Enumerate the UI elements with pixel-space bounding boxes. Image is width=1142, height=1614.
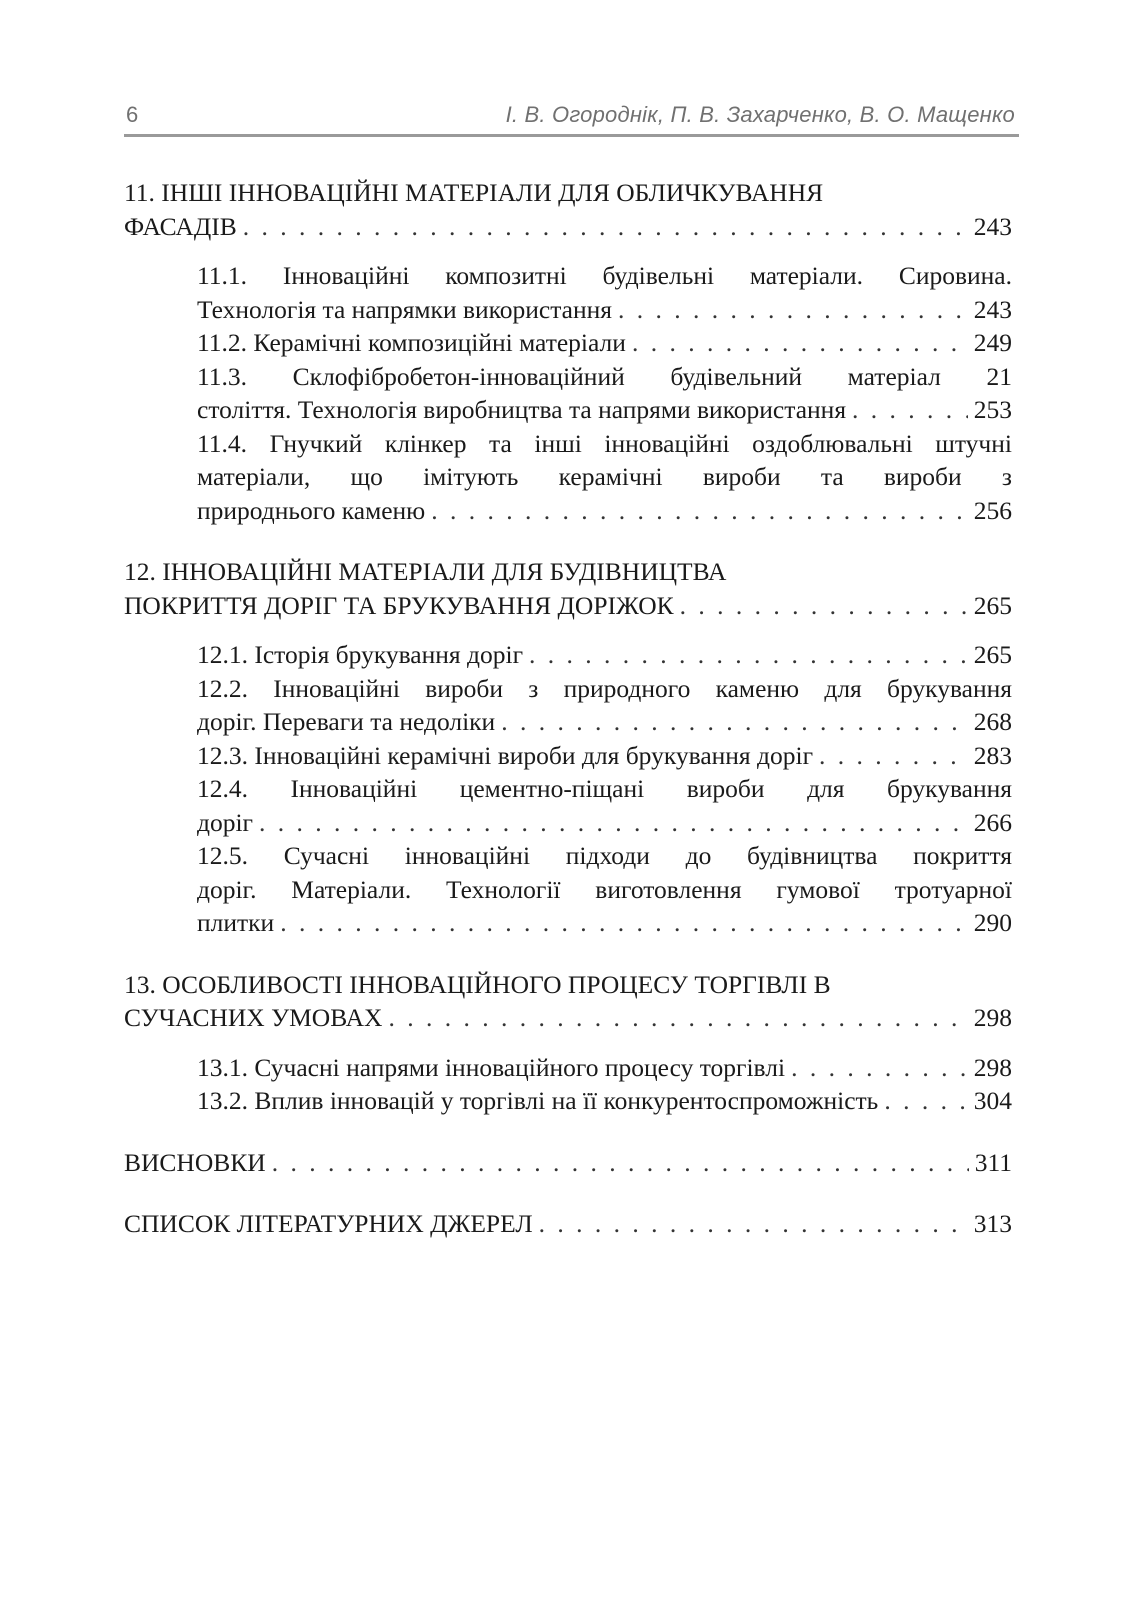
page-number: 6 (126, 102, 139, 127)
dot-leader (539, 1207, 968, 1241)
toc-section[interactable] (124, 1207, 1012, 1241)
toc-subsection[interactable] (197, 1084, 1012, 1118)
toc-section[interactable] (124, 968, 1012, 1035)
toc-page-number: 313 (973, 1209, 1012, 1238)
toc-page-number: 266 (973, 807, 1012, 837)
toc-page-number: 298 (973, 1003, 1012, 1032)
toc-title: ВИСНОВКИ (124, 1147, 266, 1177)
toc-line: 11.1. Інноваційні композитні будівельні матеріали. Сировина. (197, 261, 1012, 290)
dot-leader (388, 1001, 967, 1035)
toc-line: 11.3. Склофібробетон-інноваційний будівельний матеріал 21 (197, 361, 1012, 391)
toc-subsection[interactable] (197, 638, 1012, 672)
dot-leader (884, 1084, 967, 1118)
toc-line: доріг. Матеріали. Технології виготовлення гумової тротуарної (197, 874, 1012, 904)
toc-subsection[interactable] (197, 772, 1012, 839)
toc-line: матеріали, що імітують керамічні вироби та вироби з (197, 462, 1012, 491)
toc-title: ФАСАДІВ (124, 211, 237, 241)
dot-leader (618, 293, 968, 327)
toc-title: століття. Технологія виробництва та напрями використання (197, 395, 847, 424)
toc-title: 12.3. Інноваційні керамічні вироби для брукування доріг (197, 740, 814, 770)
toc-line: 12.2. Інноваційні вироби з природного каменю для брукування (197, 673, 1012, 703)
dot-leader (272, 1146, 969, 1180)
toc-title: природнього каменю (197, 495, 426, 525)
toc-title: плитки (197, 908, 275, 937)
toc-page-number: 283 (973, 740, 1012, 770)
toc-section[interactable] (124, 176, 1012, 243)
toc-title: 13.1. Сучасні напрями інноваційного процесу торгівлі (197, 1052, 786, 1082)
toc-subsection[interactable] (197, 360, 1012, 427)
toc-page-number: 243 (973, 211, 1012, 241)
dot-leader (632, 326, 968, 360)
dot-leader (852, 393, 968, 427)
toc-page-number: 265 (973, 640, 1012, 669)
running-header (124, 94, 1019, 137)
toc-line: 11.4. Гнучкий клінкер та інші інноваційні оздоблювальні штучні (197, 428, 1012, 458)
toc-title: Технологія та напрямки використання (197, 294, 613, 324)
toc-subsection[interactable] (197, 739, 1012, 773)
toc-subsection[interactable] (197, 1051, 1012, 1085)
toc-title: 11.2. Керамічні композиційні матеріали (197, 328, 626, 357)
dot-leader (431, 494, 968, 528)
toc-page-number: 298 (973, 1052, 1012, 1082)
toc-page-number: 268 (973, 707, 1012, 736)
toc-subsection[interactable] (197, 672, 1012, 739)
toc-section[interactable] (124, 555, 1012, 622)
dot-leader (529, 638, 968, 672)
toc-line: 12.4. Інноваційні цементно-піщані вироби для брукування (197, 774, 1012, 803)
toc-subsection[interactable] (197, 326, 1012, 360)
toc-page-number: 311 (974, 1147, 1012, 1177)
toc-title: СУЧАСНИХ УМОВАХ (124, 1003, 383, 1032)
toc-title: ПОКРИТТЯ ДОРІГ ТА БРУКУВАННЯ ДОРІЖОК (124, 590, 674, 620)
header-authors: І. В. Огороднік, П. В. Захарченко, В. О. Мащенко (505, 102, 1015, 127)
toc-title: 12.1. Історія брукування доріг (197, 640, 524, 669)
toc-subsection[interactable] (197, 427, 1012, 528)
toc-subsection[interactable] (197, 839, 1012, 940)
toc-page-number: 243 (973, 294, 1012, 324)
toc-line: 12. ІННОВАЦІЙНІ МАТЕРІАЛИ ДЛЯ БУДІВНИЦТВА (124, 557, 727, 586)
toc-section[interactable] (124, 1146, 1012, 1180)
dot-leader (259, 806, 968, 840)
toc-line: 12.5. Сучасні інноваційні підходи до будівництва покриття (197, 841, 1012, 870)
dot-leader (819, 739, 968, 773)
dot-leader (243, 210, 968, 244)
toc-page-number: 253 (973, 395, 1012, 424)
table-of-contents (124, 176, 1012, 1241)
toc-title: доріг (197, 807, 254, 837)
toc-page-number: 265 (973, 590, 1012, 620)
toc-title: доріг. Переваги та недоліки (197, 707, 496, 736)
toc-title: СПИСОК ЛІТЕРАТУРНИХ ДЖЕРЕЛ (124, 1209, 533, 1238)
toc-line: 11. ІНШІ ІННОВАЦІЙНІ МАТЕРІАЛИ ДЛЯ ОБЛИЧКУВАННЯ (124, 178, 824, 207)
dot-leader (501, 705, 968, 739)
toc-line: 13. ОСОБЛИВОСТІ ІННОВАЦІЙНОГО ПРОЦЕСУ ТОРГІВЛІ В (124, 969, 831, 999)
toc-title: 13.2. Вплив інновацій у торгівлі на її конкурентоспроможність (197, 1086, 879, 1115)
toc-page-number: 249 (973, 328, 1012, 357)
toc-page-number: 304 (973, 1086, 1012, 1115)
dot-leader (680, 589, 968, 623)
dot-leader (791, 1051, 968, 1085)
dot-leader (280, 906, 968, 940)
toc-page-number: 256 (973, 495, 1012, 525)
toc-page-number: 290 (973, 908, 1012, 937)
toc-subsection[interactable] (197, 259, 1012, 326)
